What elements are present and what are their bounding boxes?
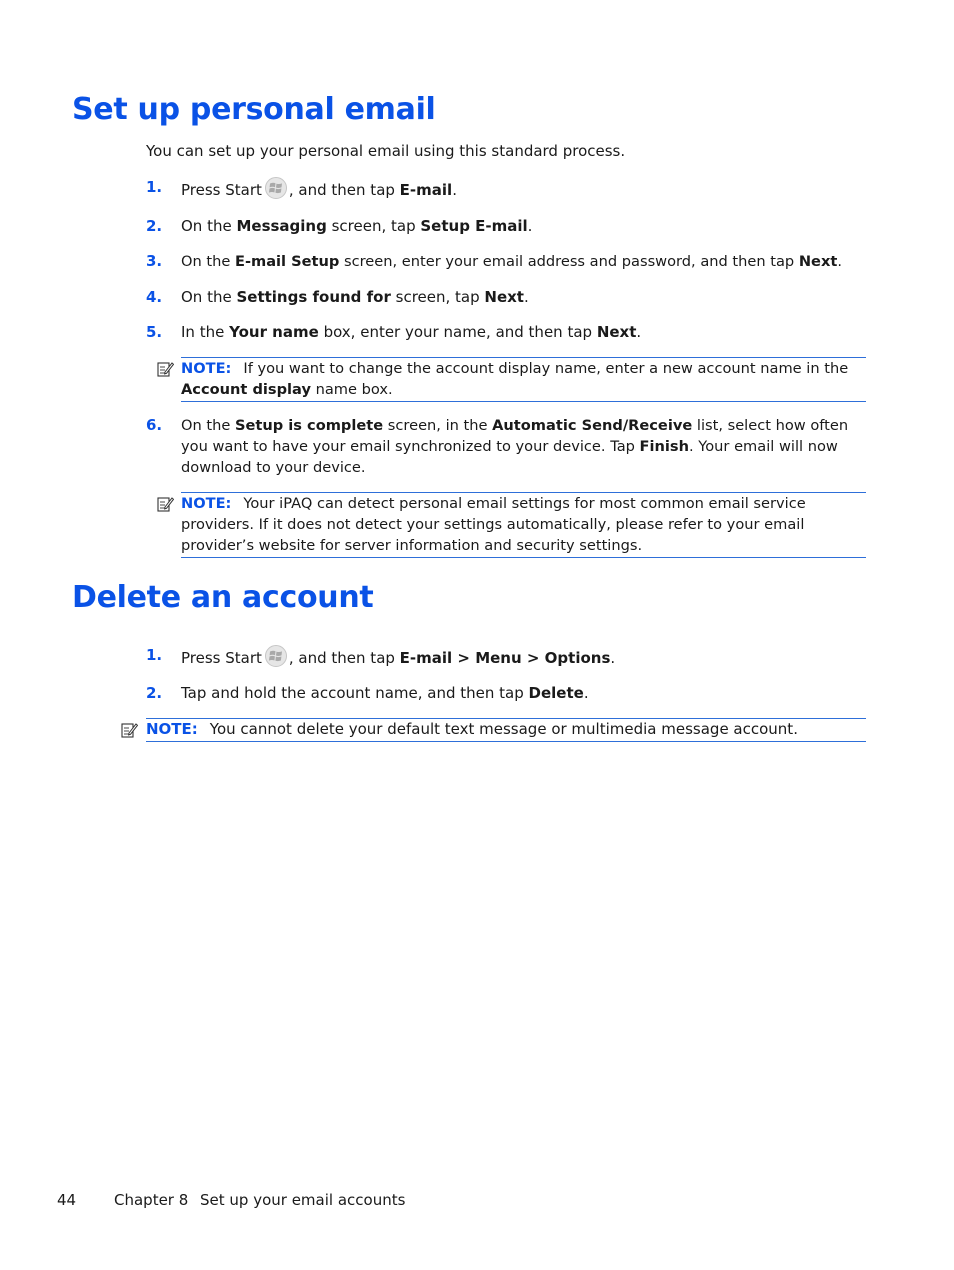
step-text: screen, tap xyxy=(390,288,485,306)
note-icon xyxy=(156,360,174,378)
step-text: screen, in the xyxy=(383,417,493,434)
step-2 xyxy=(146,683,866,704)
step-bold: E-mail xyxy=(399,181,453,199)
step-text: Press Start xyxy=(181,181,262,199)
step-text: On the xyxy=(181,288,237,306)
note-text: name box. xyxy=(310,381,393,398)
note-label: NOTE: xyxy=(181,495,232,512)
step-text: . xyxy=(636,323,642,341)
step-text: On the xyxy=(181,417,235,434)
step-5 xyxy=(146,322,866,343)
step-number: 1. xyxy=(146,646,163,664)
step-6 xyxy=(146,415,866,478)
step-bold: E-mail > Menu > Options xyxy=(399,649,611,667)
note-label: NOTE: xyxy=(181,360,232,377)
page-number: 44 xyxy=(57,1191,77,1209)
step-bold: Settings found for xyxy=(236,288,391,306)
step-number: 4. xyxy=(146,288,163,306)
step-text: On the xyxy=(181,253,235,270)
step-text: screen, enter your email address and password, and then tap xyxy=(339,253,799,270)
step-2 xyxy=(146,216,866,237)
note-text: If you want to change the account display name, enter a new account name in the xyxy=(243,360,849,377)
windows-start-icon xyxy=(265,645,287,667)
step-text: box, enter your name, and then tap xyxy=(318,323,597,341)
section-title-setup: Set up personal email xyxy=(72,92,436,127)
step-bold: Automatic Send/Receive xyxy=(492,417,693,434)
step-text: screen, tap xyxy=(326,217,421,235)
step-text: Tap and hold the account name, and then tap xyxy=(181,684,529,702)
step-text: In the xyxy=(181,323,230,341)
step-bold: Setup E-mail xyxy=(420,217,528,235)
step-text: On the xyxy=(181,217,237,235)
note-text: Your iPAQ can detect personal email settings for most common email service providers. If it does not detect your settings automatically, please refer to your email provider’s website for server information and security settings. xyxy=(181,495,806,554)
step-text: . xyxy=(523,288,529,306)
step-text: . xyxy=(583,684,589,702)
step-bold: Finish xyxy=(639,438,689,455)
step-text: list, select how often you want to have your email synchronized to your device. Tap xyxy=(181,417,849,455)
step-number: 2. xyxy=(146,684,163,702)
step-bold: Next xyxy=(484,288,524,306)
footer-chapter-title: Set up your email accounts xyxy=(200,1191,406,1209)
note-bold: Account display xyxy=(181,381,311,398)
step-4 xyxy=(146,287,866,308)
step-text: . xyxy=(837,253,842,270)
step-text: . xyxy=(610,649,616,667)
step-bold: E-mail Setup xyxy=(234,253,340,270)
step-number: 3. xyxy=(146,252,163,270)
note-box xyxy=(181,357,866,402)
step-text: , and then tap xyxy=(288,649,400,667)
note-box xyxy=(181,492,866,558)
step-1 xyxy=(146,645,866,669)
step-text: . Your email will now download to your device. xyxy=(181,438,838,476)
step-bold: Next xyxy=(596,323,637,341)
step-number: 2. xyxy=(146,217,163,235)
step-1 xyxy=(146,177,866,201)
step-number: 1. xyxy=(146,178,163,196)
step-number: 6. xyxy=(146,416,163,434)
step-number: 5. xyxy=(146,323,163,341)
windows-start-icon xyxy=(265,177,287,199)
step-bold: Setup is complete xyxy=(234,417,384,434)
step-text: Press Start xyxy=(181,649,262,667)
note-label: NOTE: xyxy=(146,720,198,738)
footer-chapter: Chapter 8 xyxy=(114,1191,189,1209)
step-bold: Next xyxy=(798,253,838,270)
section-title-delete: Delete an account xyxy=(72,580,374,615)
note-icon xyxy=(120,721,138,739)
note-icon xyxy=(156,495,174,513)
intro-text: You can set up your personal email using this standard process. xyxy=(146,142,626,160)
note-box xyxy=(146,718,866,742)
step-text: . xyxy=(527,217,533,235)
step-bold: Your name xyxy=(229,323,319,341)
note-text: You cannot delete your default text message or multimedia message account. xyxy=(209,720,798,738)
step-3 xyxy=(146,251,866,272)
step-text: . xyxy=(452,181,457,199)
step-bold: Delete xyxy=(528,684,584,702)
step-bold: Messaging xyxy=(236,217,327,235)
step-text: , and then tap xyxy=(288,181,400,199)
